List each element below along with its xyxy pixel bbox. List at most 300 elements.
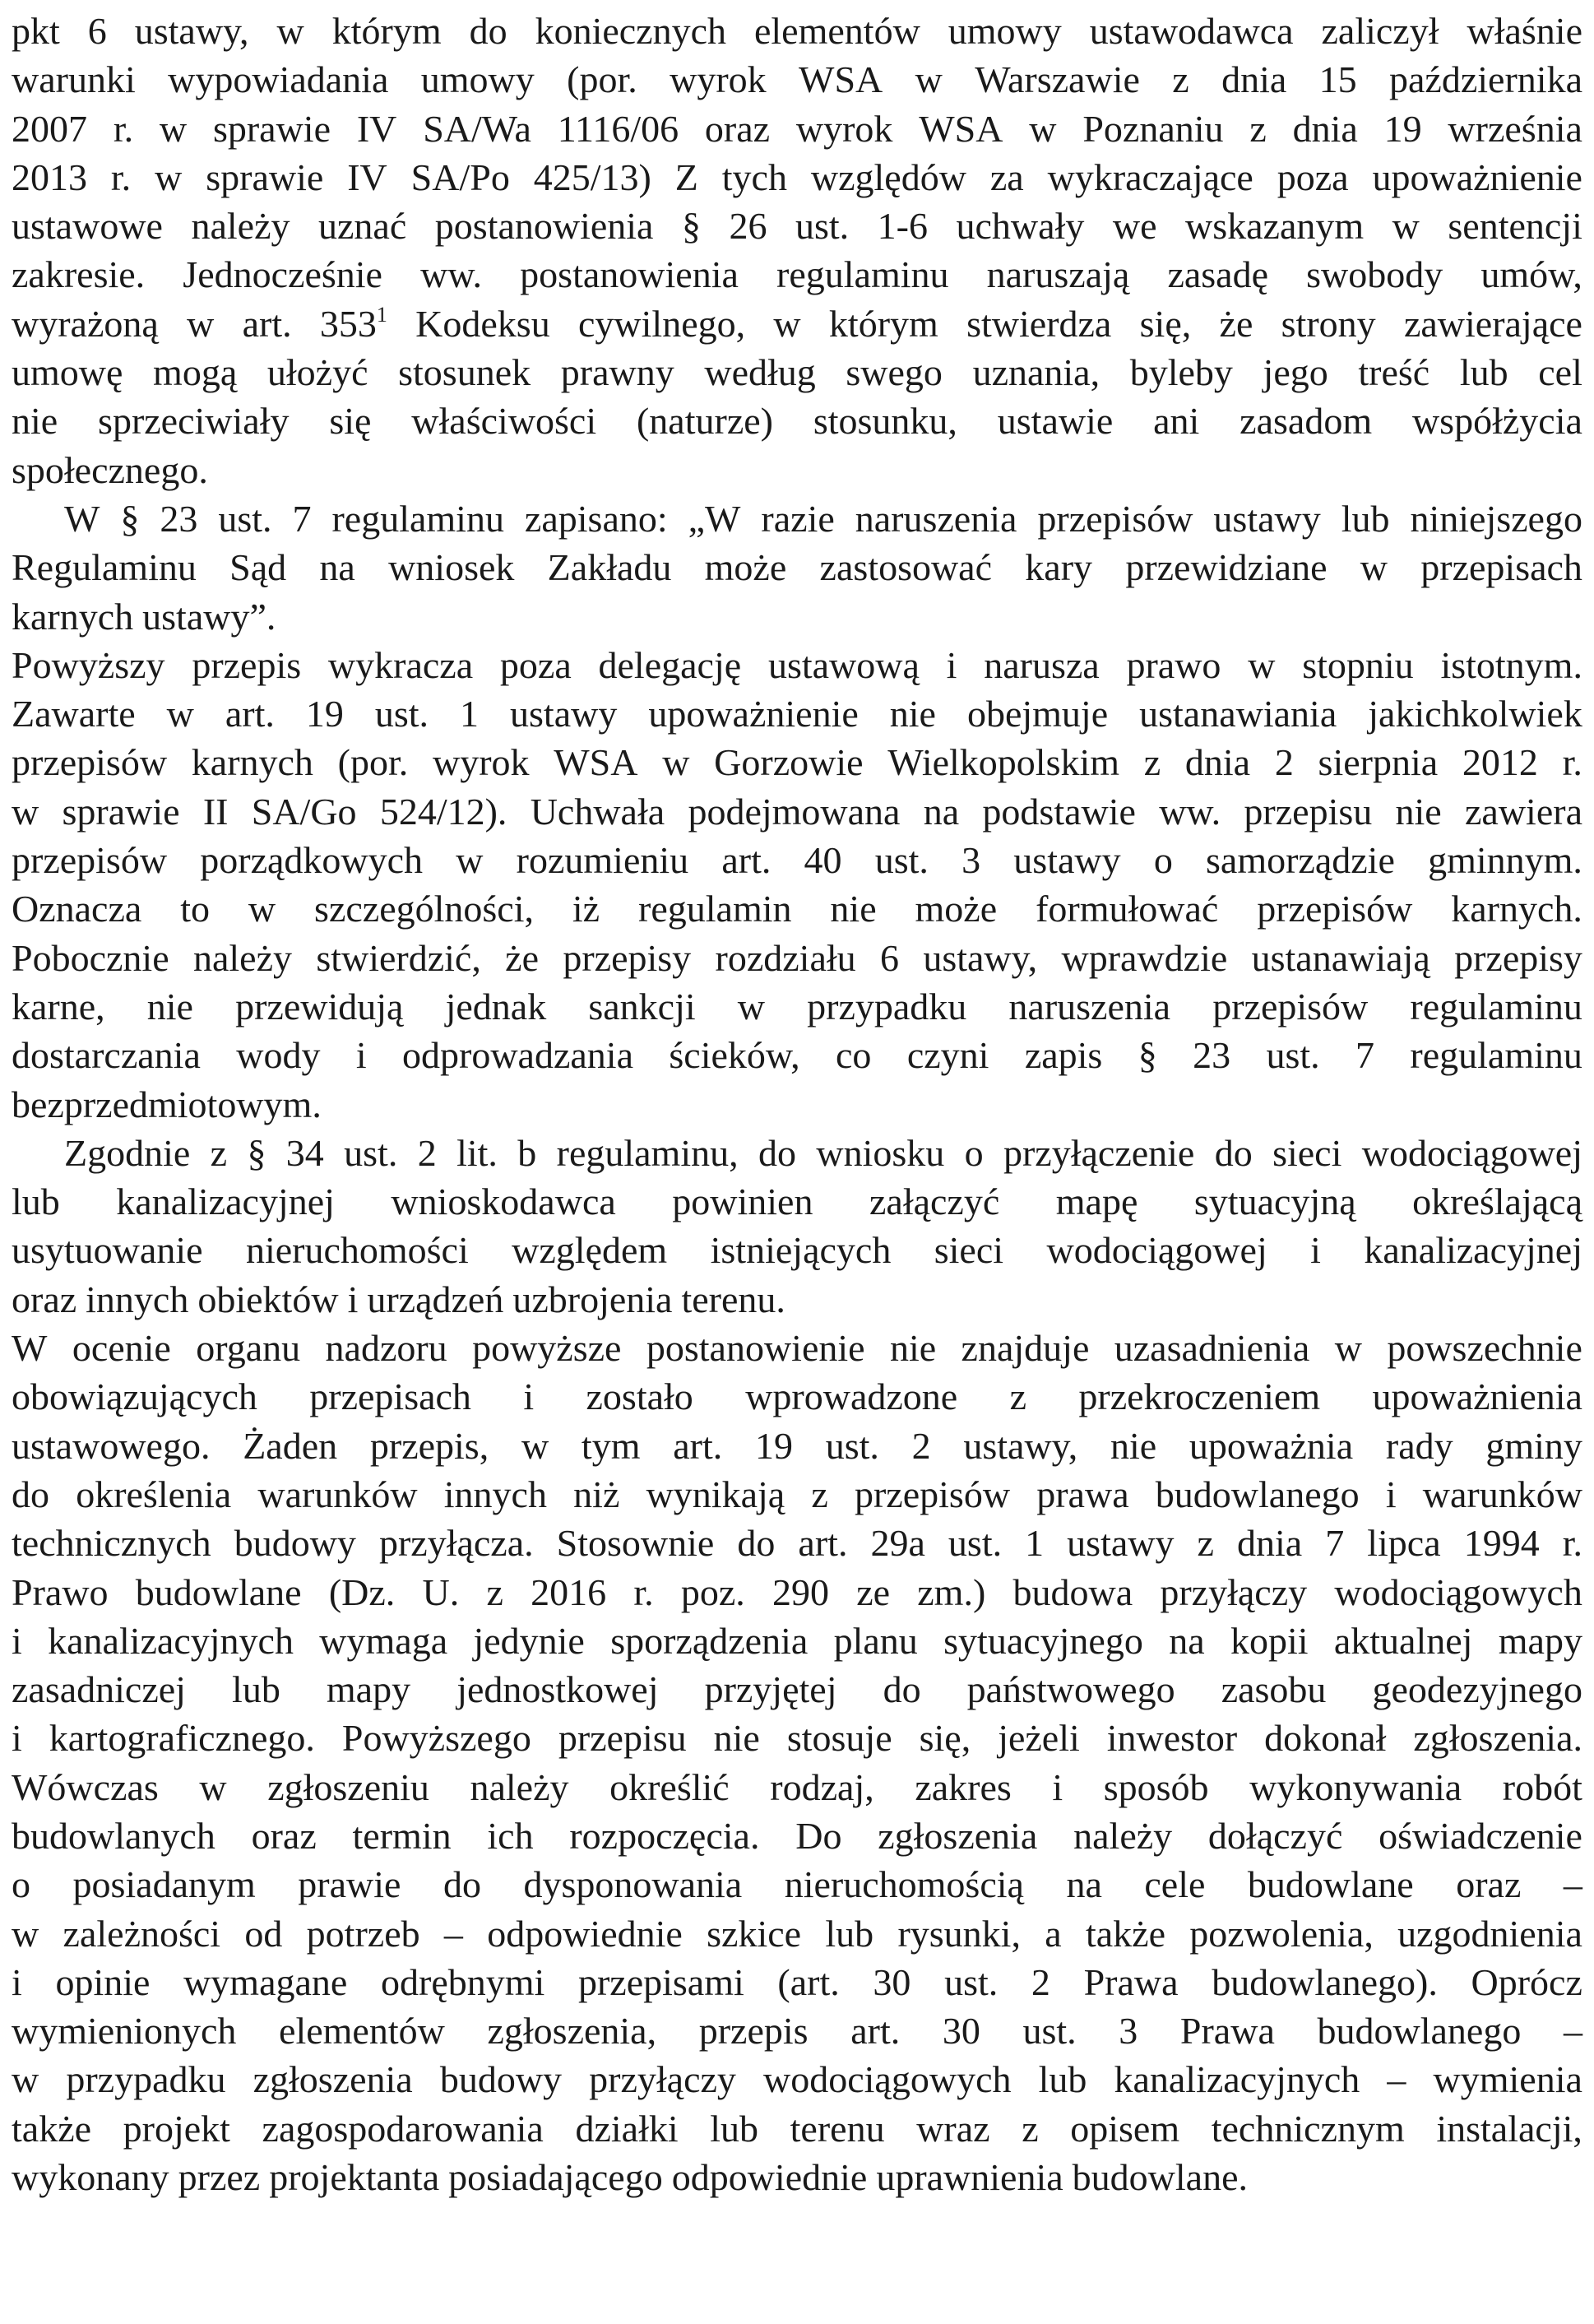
word: 7 — [1355, 1034, 1375, 1077]
word: ww. — [1159, 790, 1221, 833]
word: przyłączy — [589, 2058, 736, 2101]
word: wnioskodawca — [391, 1181, 616, 1223]
word: swobody — [1306, 253, 1443, 296]
word: – — [1563, 1863, 1582, 1906]
word: że — [1219, 302, 1253, 345]
text-line — [12, 1665, 1582, 1714]
word: ustawodawca — [1089, 10, 1294, 52]
word: i — [347, 1278, 359, 1320]
word: w — [915, 58, 943, 101]
word: inwestor — [1106, 1717, 1238, 1760]
word: przewidziane — [1125, 546, 1328, 589]
word: przepisu — [558, 1717, 687, 1760]
word: umowę — [12, 351, 123, 394]
word: może — [915, 888, 998, 930]
word: regulaminu — [331, 497, 504, 540]
paragraph — [12, 641, 1582, 1129]
word: 1 — [460, 693, 480, 735]
word: przepisy — [563, 936, 692, 979]
word: potrzeb — [306, 1912, 420, 1955]
text-line — [12, 592, 1582, 641]
word: znajduje — [961, 1327, 1090, 1370]
word: podstawie — [982, 790, 1136, 833]
word: uzbrojenia — [512, 1278, 673, 1320]
word: należy — [470, 1765, 569, 1808]
word: wypowiadania — [168, 58, 389, 101]
word: mapy — [1498, 1619, 1582, 1662]
word: 2013 — [12, 155, 87, 198]
word: wprawdzie — [1061, 936, 1228, 979]
word: wyrok — [795, 107, 893, 150]
word: mapy — [326, 1668, 411, 1711]
word: 23 — [160, 497, 198, 540]
word: cel — [1538, 351, 1582, 394]
word: obiektów — [197, 1278, 339, 1320]
word: w — [159, 107, 188, 150]
word: kanalizacyjnych — [1114, 2058, 1360, 2101]
word: w — [12, 1912, 39, 1955]
word: U. — [422, 1570, 460, 1613]
word: uznania, — [972, 351, 1101, 394]
word: wodociągowej — [1361, 1131, 1582, 1174]
word: regulamin — [638, 888, 792, 930]
word: ustawy — [1013, 839, 1121, 882]
word: rady — [1385, 1424, 1453, 1467]
text-line — [12, 787, 1582, 836]
word: kopii — [1230, 1619, 1309, 1662]
word: sposób — [1103, 1765, 1209, 1808]
word: WSA — [799, 58, 883, 101]
text-line — [12, 1372, 1582, 1421]
text-line — [12, 1031, 1582, 1079]
word: 2016 — [531, 1570, 607, 1613]
word: cywilnego, — [578, 302, 746, 345]
word: ich — [487, 1814, 534, 1857]
word: lipca — [1367, 1522, 1441, 1565]
word: przypadku — [807, 985, 967, 1027]
word: 6 — [879, 936, 899, 979]
word: sprzeciwiały — [98, 400, 290, 443]
word: niniejszego — [1410, 497, 1582, 540]
word: kary — [1025, 546, 1093, 589]
word: Regulaminu — [12, 546, 197, 589]
word: Powyższego — [341, 1717, 531, 1760]
word: zapisano: — [524, 497, 668, 540]
word: z — [1197, 1522, 1214, 1565]
word: prawa — [1036, 1473, 1129, 1515]
word: od — [244, 1912, 283, 1955]
word: odrębnymi — [381, 1960, 545, 2003]
word: 2012 — [1462, 741, 1538, 784]
word: ustanawiania — [1139, 693, 1337, 735]
word: nie — [1110, 1424, 1157, 1467]
word: w — [1334, 1327, 1362, 1370]
word: ust. — [1266, 1034, 1320, 1077]
word: to — [180, 888, 210, 930]
word: Uchwała — [530, 790, 665, 833]
text-line — [12, 1909, 1582, 1958]
word: $353^1$ — [319, 302, 387, 345]
word: powinien — [672, 1181, 813, 1223]
text-line — [12, 7, 1582, 55]
word: razie — [761, 497, 835, 540]
word: lub — [232, 1668, 280, 1711]
word: byleby — [1129, 351, 1233, 394]
word: przypadku — [66, 2058, 226, 2101]
word: (Dz. — [328, 1570, 396, 1613]
word: Kodeksu — [415, 302, 550, 345]
word: usytuowanie — [12, 1229, 203, 1272]
word: art. — [721, 839, 772, 882]
text-line — [12, 982, 1582, 1031]
word: przepisu — [1244, 790, 1373, 833]
word: przepis — [192, 643, 302, 686]
word: – — [1387, 2058, 1406, 2101]
word: (art. — [777, 1960, 840, 2003]
word: 19 — [754, 1424, 793, 1467]
word: 7 — [292, 497, 312, 540]
word: zgłoszenia — [253, 2058, 413, 2101]
word: zawiera — [1465, 790, 1582, 833]
word: lub — [825, 1912, 874, 1955]
word: zaliczył — [1321, 10, 1439, 52]
word: w — [1029, 107, 1057, 150]
word: umowy — [420, 58, 535, 101]
word: do — [1214, 1131, 1253, 1174]
word: naruszenia — [855, 497, 1017, 540]
word: podejmowana — [688, 790, 901, 833]
word: ust. — [874, 839, 929, 882]
word: opinie — [55, 1960, 151, 2003]
word: nie — [889, 1327, 937, 1370]
word: na — [923, 790, 960, 833]
word: prawny — [560, 351, 674, 394]
word: „W — [688, 497, 741, 540]
word: W — [64, 497, 100, 540]
word: 26 — [729, 205, 767, 248]
word: Stosownie — [556, 1522, 715, 1565]
word: wykonywania — [1249, 1765, 1462, 1808]
word: zgłoszenia — [878, 1814, 1038, 1857]
word: wniosek — [388, 546, 515, 589]
word: przepisów — [1212, 985, 1369, 1027]
word: przepisów — [854, 1473, 1011, 1515]
word: zastosować — [819, 546, 993, 589]
word: lub — [1341, 497, 1390, 540]
text-line — [12, 55, 1582, 104]
word: jednostkowej — [456, 1668, 659, 1711]
word: odpowiednie — [671, 2156, 868, 2199]
word: przepisach — [309, 1375, 471, 1418]
word: ust. — [944, 1960, 999, 2003]
word: przepisów — [12, 839, 168, 882]
word: r. — [113, 107, 134, 150]
word: budowlane. — [1072, 2156, 1249, 2199]
word: przyjętej — [704, 1668, 837, 1711]
word: ustawy — [1213, 497, 1321, 540]
word: wyrok — [432, 741, 530, 784]
word: zasobu — [1221, 1668, 1327, 1711]
word: zagospodarowania — [262, 2107, 544, 2150]
word: w — [166, 693, 194, 735]
word: we — [1112, 205, 1157, 248]
word: z — [210, 1131, 228, 1174]
word: samorządzie — [1206, 839, 1395, 882]
word: Powyższy — [12, 643, 165, 686]
word: względów — [810, 155, 966, 198]
word: wskazanym — [1184, 205, 1365, 248]
word: nie — [12, 400, 58, 443]
word: Prawa — [1083, 1960, 1179, 2003]
word: 19 — [1383, 107, 1422, 150]
word: kanalizacyjnych — [48, 1619, 294, 1662]
word: Do — [795, 1814, 842, 1857]
word: ocenie — [72, 1327, 171, 1370]
word: Sąd — [229, 546, 287, 589]
text-line — [12, 1275, 1582, 1324]
word: kanalizacyjnej — [1364, 1229, 1582, 1272]
word: urządzeń — [367, 1278, 504, 1320]
text-line — [12, 689, 1582, 738]
word: państwowego — [966, 1668, 1175, 1711]
word: ust. — [218, 497, 272, 540]
word: zgłoszenia. — [1413, 1717, 1582, 1760]
word: Żaden — [243, 1424, 338, 1467]
word: do — [737, 1522, 776, 1565]
word: budowlane — [1247, 1863, 1414, 1906]
word: i — [12, 1619, 22, 1662]
word: ani — [1153, 400, 1200, 443]
word: dokonał — [1264, 1717, 1387, 1760]
word: Warszawie — [975, 58, 1140, 101]
word: poza — [1277, 155, 1349, 198]
word: dnia — [1221, 58, 1287, 101]
word: nie — [146, 985, 193, 1027]
word: projekt — [123, 2107, 230, 2150]
word: dołączyć — [1207, 1814, 1343, 1857]
word: także — [1085, 1912, 1165, 1955]
word: z — [1009, 1375, 1027, 1418]
word: wyrok — [670, 58, 767, 101]
word: może — [704, 546, 787, 589]
word: dostarczania — [12, 1034, 201, 1077]
word: o — [964, 1131, 984, 1174]
word: ustawy”. — [142, 595, 276, 638]
word: r. — [1562, 741, 1582, 784]
word: posiadanym — [72, 1863, 256, 1906]
word: września — [1448, 107, 1582, 150]
word: 425/13) — [533, 155, 651, 198]
word: 2007 — [12, 107, 87, 150]
word: szkice — [707, 1912, 802, 1955]
word: poz. — [680, 1570, 745, 1613]
word: sytuacyjną — [1193, 1181, 1356, 1223]
text-line — [12, 543, 1582, 591]
word: określenia — [76, 1473, 232, 1515]
word: jeżeli — [998, 1717, 1080, 1760]
word: Jednocześnie — [183, 253, 382, 296]
word: przepisów — [1257, 888, 1413, 930]
word: z — [486, 1570, 503, 1613]
word: § — [120, 497, 140, 540]
word: sankcji — [588, 985, 696, 1027]
word: stopniu — [1302, 643, 1414, 686]
word: naruszenia — [1008, 985, 1171, 1027]
word: lub — [1459, 351, 1508, 394]
text-line — [12, 1860, 1582, 1909]
word: innych — [443, 1473, 547, 1515]
word: – — [1563, 2010, 1582, 2053]
word: i — [946, 643, 957, 686]
word: oraz — [251, 1814, 317, 1857]
word: a — [1045, 1912, 1062, 1955]
word: wodociągowych — [763, 2058, 1012, 2101]
word: zakresie. — [12, 253, 146, 296]
word: r. — [633, 1570, 654, 1613]
word: 2 — [1274, 741, 1294, 784]
word: wynikają — [646, 1473, 785, 1515]
word: 30 — [873, 1960, 911, 2003]
word: i — [355, 1034, 367, 1077]
word: uchwały — [956, 205, 1085, 248]
word: cele — [1144, 1863, 1206, 1906]
word: 290 — [772, 1570, 829, 1613]
word: Wielkopolskim — [887, 741, 1120, 784]
word: terenu. — [681, 1278, 785, 1320]
word: budowy — [234, 1522, 356, 1565]
word: określającą — [1412, 1181, 1582, 1223]
word: właśnie — [1467, 10, 1582, 52]
word: uzgodnienia — [1397, 1912, 1582, 1955]
word: pkt — [12, 10, 60, 52]
word: kartograficznego. — [49, 1717, 315, 1760]
word: przekroczeniem — [1078, 1375, 1321, 1418]
word: zgłoszenia, — [487, 2010, 657, 2053]
word: planu — [833, 1619, 918, 1662]
text-line — [12, 1470, 1582, 1519]
word: 7 — [1325, 1522, 1345, 1565]
word: porządkowych — [200, 839, 424, 882]
paragraph — [12, 494, 1582, 641]
word: zm.) — [917, 1570, 986, 1613]
word: narusza — [984, 643, 1100, 686]
word: z — [1022, 2107, 1039, 2150]
text-line — [12, 1177, 1582, 1226]
word: według — [704, 351, 816, 394]
word: regulaminu — [1410, 1034, 1582, 1077]
word: co — [836, 1034, 872, 1077]
word: zostało — [586, 1375, 693, 1418]
word: elementów — [753, 10, 920, 52]
word: oraz — [704, 107, 771, 150]
word: należy — [192, 936, 292, 979]
word: przepisach — [1420, 546, 1582, 589]
word: działki — [575, 2107, 679, 2150]
word: ścieków, — [669, 1034, 800, 1077]
word: sieci — [934, 1229, 1004, 1272]
word: budowlanego — [1155, 1473, 1360, 1515]
word: (por. — [567, 58, 637, 101]
word: poza — [499, 643, 572, 686]
word: ustawy, — [134, 10, 249, 52]
word: Zakładu — [547, 546, 672, 589]
word: lub — [1038, 2058, 1087, 2101]
document-body — [12, 7, 1582, 2201]
word: przewidują — [235, 985, 404, 1027]
word: nie — [1395, 790, 1442, 833]
word: karnych — [12, 595, 134, 638]
text-line — [12, 1129, 1582, 1177]
word: określić — [609, 1765, 730, 1808]
word: 2 — [911, 1424, 931, 1467]
word: w — [12, 790, 39, 833]
word: na — [319, 546, 355, 589]
word: zakres — [915, 1765, 1012, 1808]
word: ustawy — [1067, 1522, 1175, 1565]
word: projektanta — [269, 2156, 440, 2199]
word: wprowadzone — [745, 1375, 958, 1418]
word: 2 — [417, 1131, 437, 1174]
word: technicznych — [12, 1522, 211, 1565]
word: sprawie — [206, 155, 324, 198]
word: regulaminu, — [556, 1131, 739, 1174]
text-line — [12, 1763, 1582, 1811]
word: budowlane — [135, 1570, 302, 1613]
word: przepisami — [577, 1960, 744, 2003]
word: kanalizacyjnej — [116, 1181, 335, 1223]
word: przyłączenie — [1003, 1131, 1195, 1174]
word: uzasadnienia — [1114, 1327, 1310, 1370]
word: wymienia — [1433, 2058, 1582, 2101]
word: IV — [356, 107, 397, 150]
word: wniosku — [816, 1131, 945, 1174]
word: termin — [352, 1814, 452, 1857]
word: Zgodnie — [64, 1131, 191, 1174]
word: 30 — [942, 2010, 980, 2053]
word: ust. — [825, 1424, 879, 1467]
word: warunków — [1422, 1473, 1582, 1515]
word: WSA — [919, 107, 1003, 150]
word: 6 — [87, 10, 107, 52]
word: SA/Po — [410, 155, 510, 198]
word: upoważnienie — [1372, 155, 1582, 198]
word: Zawarte — [12, 693, 136, 735]
word: (naturze) — [636, 400, 773, 443]
word: ust. — [1022, 2010, 1077, 2053]
word: jakichkolwiek — [1368, 693, 1582, 735]
word: do — [469, 10, 507, 52]
word: Oznacza — [12, 888, 142, 930]
word: ustanawiają — [1251, 936, 1430, 979]
word: aktualnej — [1333, 1619, 1473, 1662]
word: uprawnienia — [876, 2156, 1063, 2199]
word: 524/12). — [379, 790, 507, 833]
text-line — [12, 202, 1582, 250]
word: warunki — [12, 58, 136, 101]
word: właściwości — [411, 400, 597, 443]
word: budowlanego). — [1212, 1960, 1438, 2003]
word: art. — [242, 302, 292, 345]
word: regulaminu — [776, 253, 949, 296]
word: Pobocznie — [12, 936, 169, 979]
word: w — [662, 741, 690, 784]
text-line — [12, 1080, 1582, 1129]
word: w — [521, 1424, 549, 1467]
word: 15 — [1318, 58, 1357, 101]
text-line — [12, 446, 1582, 494]
word: ustawy, — [963, 1424, 1078, 1467]
word: nadzoru — [325, 1327, 447, 1370]
